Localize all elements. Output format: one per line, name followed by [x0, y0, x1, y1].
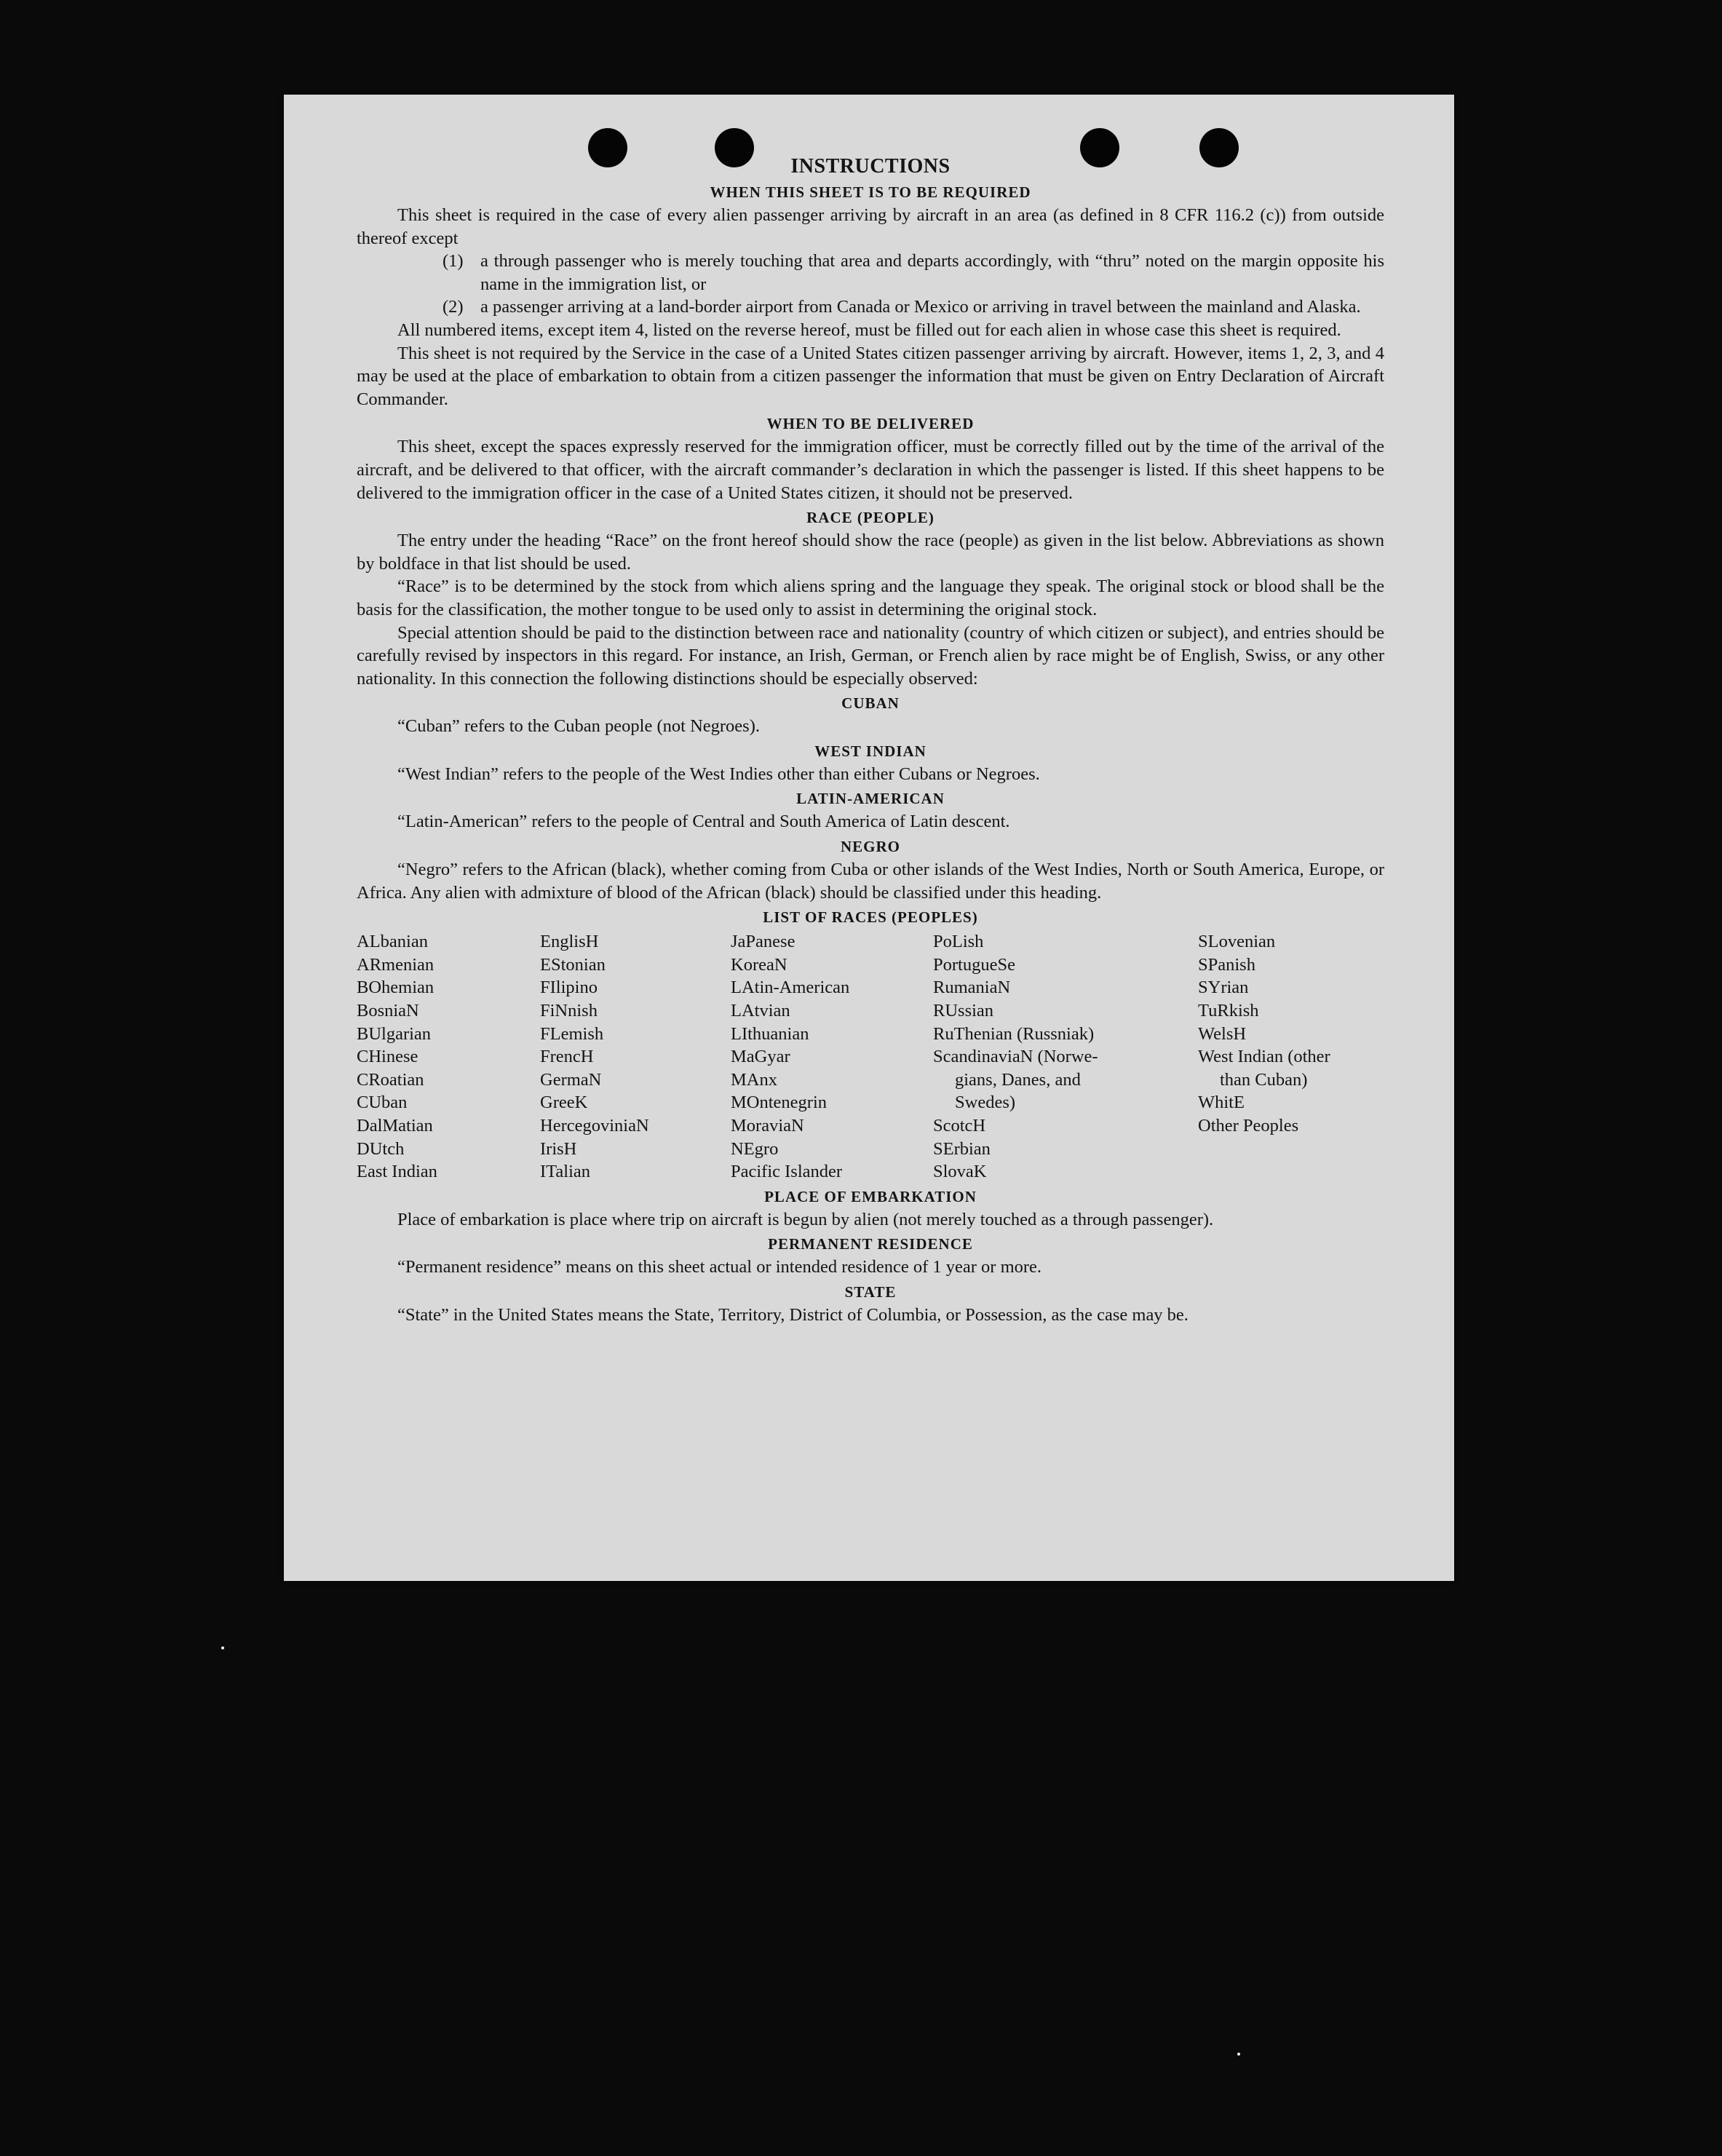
- paragraph: The entry under the heading “Race” on the front hereof should show the race (people) as given in the list below. Abbreviations as shown by boldface in that list should be used.: [357, 531, 1384, 574]
- race-item: JaPanese: [731, 932, 795, 952]
- race-item: SLovenian: [1198, 932, 1276, 952]
- race-item: East Indian: [357, 1162, 437, 1182]
- race-item: MAnx: [731, 1069, 777, 1090]
- film-speck: [221, 1646, 224, 1649]
- section-heading: WEST INDIAN: [814, 742, 927, 760]
- page-title: INSTRUCTIONS: [790, 155, 951, 178]
- race-item: SYrian: [1198, 978, 1249, 998]
- race-item: LIthuanian: [731, 1023, 809, 1044]
- race-item: EnglisH: [540, 932, 599, 952]
- race-item: LAtvian: [731, 1001, 790, 1021]
- race-item: SPanish: [1198, 954, 1255, 975]
- race-item: FiNnish: [540, 1001, 598, 1021]
- race-item: GreeK: [540, 1093, 588, 1113]
- race-item: PoLish: [933, 932, 984, 952]
- race-item: FrencH: [540, 1047, 594, 1067]
- film-speck: [1237, 2053, 1240, 2056]
- document-sheet: [284, 95, 1454, 1581]
- race-item: CHinese: [357, 1047, 418, 1067]
- section-heading: RACE (PEOPLE): [806, 509, 935, 527]
- section-heading: WHEN TO BE DELIVERED: [766, 415, 975, 433]
- race-item: KoreaN: [731, 954, 787, 975]
- race-item: CRoatian: [357, 1069, 424, 1090]
- paragraph: This sheet, except the spaces expressly reserved for the immigration officer, must be correctly filled out by the time of the arrival of the aircraft, and be delivered to that officer, with the aircraft commander’s declaration in which the passenger is listed. If this sheet happens to be delivered to the immigration officer in the case of a United States citizen, it should not be preserved.: [357, 437, 1384, 503]
- race-item: WelsH: [1198, 1023, 1247, 1044]
- race-item: RuThenian (Russniak): [933, 1023, 1095, 1044]
- section-heading: STATE: [844, 1283, 897, 1301]
- paragraph: All numbered items, except item 4, listed on the reverse hereof, must be filled out for each alien in whose case this sheet is required.: [397, 320, 1341, 340]
- section-heading: NEGRO: [840, 838, 900, 856]
- race-item-continued: than Cuban): [1220, 1069, 1308, 1090]
- race-item: ITalian: [540, 1162, 591, 1182]
- race-item: MoraviaN: [731, 1116, 804, 1136]
- paragraph: “Permanent residence” means on this sheet actual or intended residence of 1 year or more.: [397, 1257, 1042, 1277]
- paragraph: “Cuban” refers to the Cuban people (not Negroes).: [397, 716, 760, 737]
- race-item: WhitE: [1198, 1093, 1245, 1113]
- race-column: [1198, 930, 1384, 1184]
- race-item: BUlgarian: [357, 1023, 432, 1044]
- item-number: (1): [443, 251, 464, 272]
- list-item: [443, 250, 1384, 296]
- race-item: West Indian (other: [1198, 1047, 1330, 1067]
- race-item: BOhemian: [357, 978, 435, 998]
- race-item: ALbanian: [357, 932, 428, 952]
- race-item: GermaN: [540, 1069, 602, 1090]
- race-item-continued: gians, Danes, and: [955, 1069, 1081, 1090]
- race-item: NEgro: [731, 1138, 779, 1159]
- race-item: RumaniaN: [933, 978, 1011, 998]
- race-item: EStonian: [540, 954, 606, 975]
- race-item: PortugueSe: [933, 954, 1015, 975]
- item-text: a passenger arriving at a land-border airport from Canada or Mexico or arriving in travel between the mainland and Alaska.: [480, 297, 1361, 317]
- section-heading: LATIN-AMERICAN: [796, 790, 945, 808]
- paragraph: “Negro” refers to the African (black), whether coming from Cuba or other islands of the West Indies, North or South America, Europe, or Africa. Any alien with admixture of blood of the African (black) should be classified under this heading.: [357, 860, 1384, 903]
- race-list: [357, 930, 1384, 1184]
- instructions-content: [357, 154, 1384, 1327]
- paragraph: Place of embarkation is place where trip on aircraft is begun by alien (not merely touched as a through passenger).: [397, 1209, 1214, 1229]
- race-column: [357, 930, 540, 1184]
- section-heading: LIST OF RACES (PEOPLES): [763, 908, 978, 927]
- race-column: [540, 930, 731, 1184]
- race-item: BosniaN: [357, 1001, 419, 1021]
- race-item: SlovaK: [933, 1162, 987, 1182]
- race-item: MOntenegrin: [731, 1093, 827, 1113]
- paragraph: Special attention should be paid to the distinction between race and nationality (country of which citizen or subject), and entries should be carefully revised by inspectors in this regard. For instance, an Irish, German, or French alien by race might be of English, Swiss, or any other nationality. In this connection the following distinctions should be especially observed:: [357, 622, 1384, 689]
- paragraph: This sheet is required in the case of every alien passenger arriving by aircraft in an area (as defined in 8 CFR 116.2 (c)) from outside thereof except: [357, 205, 1384, 248]
- race-item: DUtch: [357, 1138, 405, 1159]
- race-column: [731, 930, 933, 1184]
- race-item: TuRkish: [1198, 1001, 1259, 1021]
- paragraph: This sheet is not required by the Service in the case of a United States citizen passenger arriving by aircraft. However, items 1, 2, 3, and 4 may be used at the place of embarkation to obtain from a citizen passenger the information that must be given on Entry Declaration of Aircraft Commander.: [357, 343, 1384, 409]
- section-heading: WHEN THIS SHEET IS TO BE REQUIRED: [710, 183, 1031, 201]
- race-item: IrisH: [540, 1138, 577, 1159]
- race-item: FIlipino: [540, 978, 598, 998]
- race-item: Pacific Islander: [731, 1162, 843, 1182]
- race-column: [933, 930, 1198, 1184]
- race-item-continued: Swedes): [955, 1093, 1016, 1113]
- section-heading: PERMANENT RESIDENCE: [768, 1235, 973, 1253]
- race-item: LAtin-American: [731, 978, 850, 998]
- race-item: DalMatian: [357, 1116, 433, 1136]
- race-item: Other Peoples: [1198, 1116, 1299, 1136]
- race-item: RUssian: [933, 1001, 994, 1021]
- race-item: MaGyar: [731, 1047, 790, 1067]
- section-heading: PLACE OF EMBARKATION: [764, 1187, 977, 1205]
- race-item: CUban: [357, 1093, 408, 1113]
- race-item: HercegoviniaN: [540, 1116, 649, 1136]
- race-item: FLemish: [540, 1023, 604, 1044]
- paragraph: “West Indian” refers to the people of the West Indies other than either Cubans or Negroes.: [397, 764, 1040, 784]
- race-item: SErbian: [933, 1138, 991, 1159]
- list-item: [443, 296, 1384, 319]
- race-item: ScandinaviaN (Norwe-: [933, 1047, 1098, 1067]
- item-text: a through passenger who is merely touching that area and departs accordingly, with “thru” noted on the margin opposite his name in the immigration list, or: [480, 251, 1384, 294]
- paragraph: “State” in the United States means the State, Territory, District of Columbia, or Possession, as the case may be.: [397, 1304, 1189, 1325]
- race-item: ARmenian: [357, 954, 435, 975]
- paragraph: “Race” is to be determined by the stock from which aliens spring and the language they speak. The original stock or blood shall be the basis for the classification, the mother tongue to be used only to assist in determining the original stock.: [357, 576, 1384, 619]
- section-heading: CUBAN: [841, 694, 900, 713]
- race-item: ScotcH: [933, 1116, 986, 1136]
- paragraph: “Latin-American” refers to the people of Central and South America of Latin descent.: [397, 812, 1010, 832]
- item-number: (2): [443, 297, 464, 317]
